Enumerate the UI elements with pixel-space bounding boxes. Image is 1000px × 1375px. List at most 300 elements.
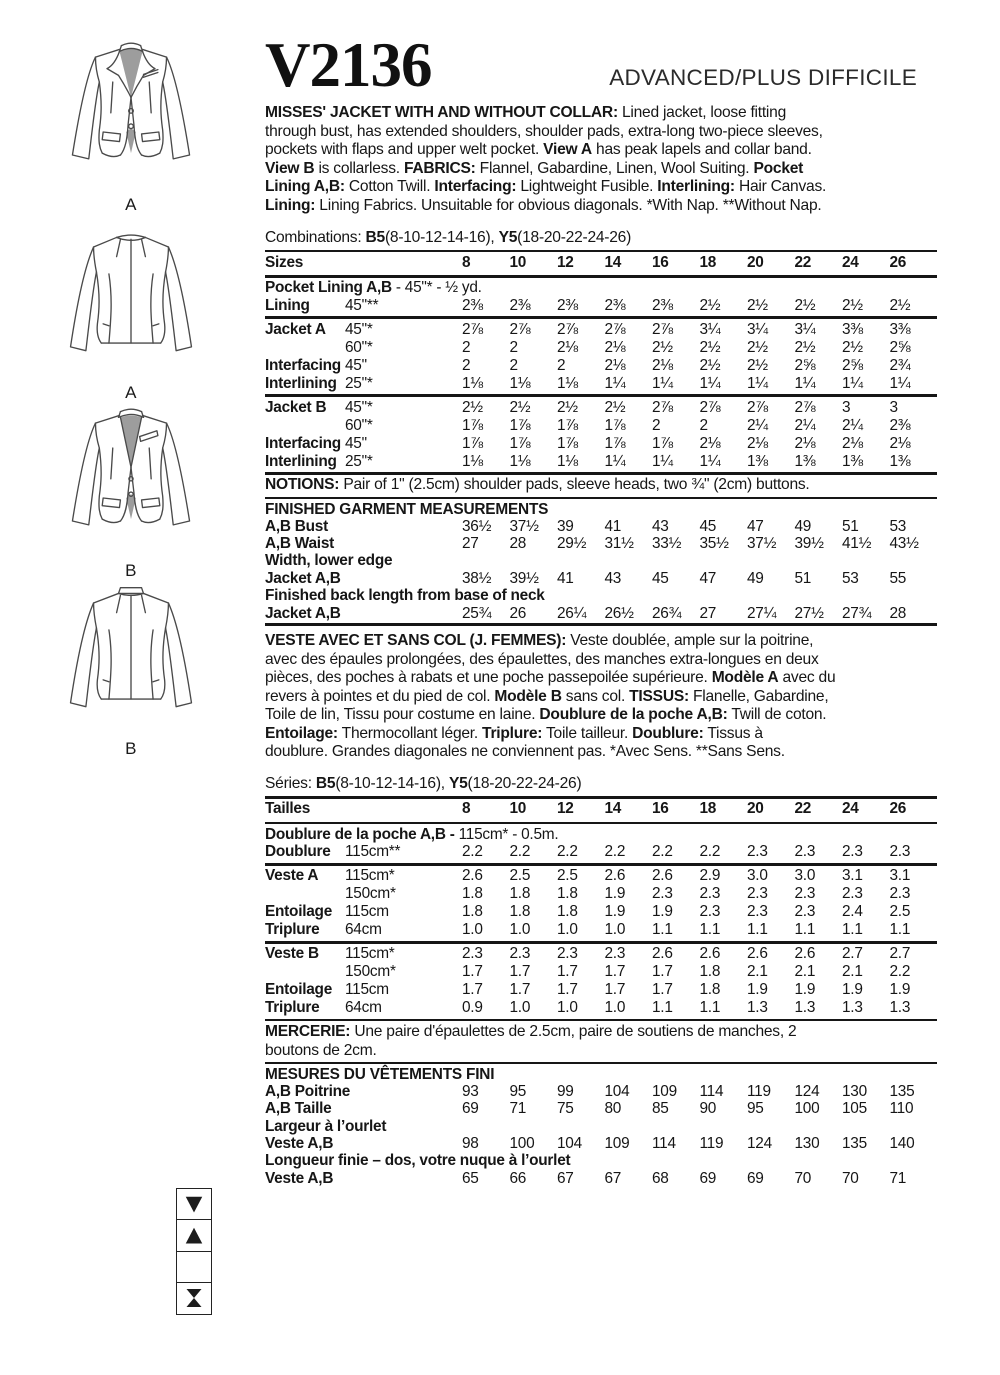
table-rule bbox=[265, 250, 937, 253]
size-header-label: Tailles bbox=[265, 800, 311, 818]
yardage-value: 1.0 bbox=[509, 999, 531, 1017]
yardage-row bbox=[265, 999, 937, 1017]
yardage-value: 2⅝ bbox=[842, 356, 863, 374]
size-header-value: 16 bbox=[652, 253, 669, 271]
yardage-value: 2.4 bbox=[842, 903, 863, 921]
yardage-value: 1.9 bbox=[604, 885, 626, 903]
yardage-value: 1¼ bbox=[699, 452, 721, 470]
paragraph-line bbox=[265, 123, 937, 142]
text-run: 115cm* - 0.5m. bbox=[454, 825, 559, 843]
description-english bbox=[265, 104, 937, 216]
size-header-value: 24 bbox=[842, 800, 859, 818]
measurement-value: 70 bbox=[842, 1169, 859, 1187]
fabric-width: 45"* bbox=[345, 320, 373, 338]
measurement-value: 124 bbox=[747, 1135, 772, 1153]
yardage-value: 3¼ bbox=[794, 320, 816, 338]
measurement-value: 124 bbox=[794, 1083, 820, 1101]
yardage-value: 2.3 bbox=[699, 885, 721, 903]
text-run: (8-10-12-14-16), bbox=[335, 775, 449, 793]
yardage-value: 1.9 bbox=[604, 903, 626, 921]
yardage-value: 2.3 bbox=[699, 903, 721, 921]
yardage-value: 1⅜ bbox=[794, 452, 816, 470]
size-header-row bbox=[265, 800, 937, 820]
yardage-value: 2.3 bbox=[557, 945, 578, 962]
yardage-value: 2.3 bbox=[747, 885, 768, 903]
yardage-value: 2.6 bbox=[652, 867, 673, 885]
size-header-value: 18 bbox=[699, 253, 717, 271]
text-run: pockets with flaps and upper welt pocket. bbox=[265, 141, 544, 159]
yardage-value: 1⅞ bbox=[462, 416, 483, 434]
measurement-value: 51 bbox=[794, 570, 812, 588]
yardage-value: 1.8 bbox=[557, 885, 578, 903]
table-paragraph bbox=[265, 1023, 937, 1060]
table-rule bbox=[265, 941, 937, 944]
paragraph-line bbox=[265, 706, 937, 725]
yardage-value: 2½ bbox=[747, 338, 768, 356]
yardage-value: 1⅜ bbox=[889, 452, 911, 470]
yardage-row bbox=[265, 435, 937, 453]
text-run: Pocket bbox=[753, 159, 804, 177]
size-header-value: 8 bbox=[462, 800, 471, 818]
measurement-value: 69 bbox=[747, 1169, 764, 1187]
yardage-value: 1.3 bbox=[794, 999, 816, 1017]
measurement-value: 33½ bbox=[652, 535, 682, 553]
yardage-row bbox=[265, 921, 937, 939]
size-header-value: 24 bbox=[842, 253, 859, 271]
measurement-row bbox=[265, 518, 937, 535]
text-run: Twill de coton. bbox=[727, 706, 827, 724]
yardage-value: 1.1 bbox=[699, 921, 721, 939]
text-run: doublure. Grandes diagonales ne conviennent pas. *Avec Sens. **Sans Sens. bbox=[265, 743, 785, 761]
yardage-value: 2.3 bbox=[794, 843, 816, 861]
text-run: Toile tailleur. bbox=[542, 724, 633, 742]
yardage-value: 2.6 bbox=[747, 945, 768, 962]
yardage-value: 2 bbox=[557, 356, 566, 374]
yardage-value: 2¼ bbox=[794, 416, 816, 434]
table-rule bbox=[265, 275, 937, 278]
measurement-value: 26½ bbox=[604, 604, 634, 622]
yardage-value: 1.1 bbox=[699, 999, 721, 1017]
figure-caption: A bbox=[125, 195, 137, 215]
jacket-a-back-illustration bbox=[59, 224, 203, 382]
table-section-heading: FINISHED GARMENT MEASUREMENTS bbox=[265, 500, 549, 518]
yardage-value: 2.7 bbox=[842, 945, 863, 962]
measurement-value: 45 bbox=[652, 570, 669, 588]
measurement-value: 80 bbox=[604, 1100, 622, 1118]
yardage-value: 1.7 bbox=[557, 981, 578, 999]
measurement-value: 95 bbox=[747, 1100, 764, 1118]
yardage-value: 1⅞ bbox=[652, 434, 673, 452]
text-run: sans col. bbox=[561, 687, 630, 705]
text-run: Lining Fabrics. Unsuitable for obvious diagonals. *With Nap. **Without Nap. bbox=[315, 196, 822, 214]
yardage-value: 2 bbox=[652, 416, 661, 434]
yardage-value: 2½ bbox=[699, 296, 721, 314]
difficulty-label: ADVANCED/PLUS DIFFICILE bbox=[609, 65, 917, 90]
yardage-value: 2⅜ bbox=[462, 296, 483, 314]
yardage-value: 2½ bbox=[604, 398, 626, 416]
yardage-value: 1.7 bbox=[462, 963, 483, 981]
fabric-width: 25"* bbox=[345, 374, 373, 392]
yardage-value: 2.5 bbox=[889, 903, 911, 921]
yardage-value: 1⅞ bbox=[462, 434, 483, 452]
yardage-value: 1⅛ bbox=[462, 452, 483, 470]
text-run: NOTIONS: bbox=[265, 476, 340, 494]
paragraph-line bbox=[265, 160, 937, 179]
yardage-value: 1.1 bbox=[842, 921, 863, 939]
text-run: Lining: bbox=[265, 196, 316, 214]
yardage-value: 2½ bbox=[652, 338, 673, 356]
row-label: Entoilage bbox=[265, 903, 333, 921]
text-run: Pair of 1" (2.5cm) shoulder pads, sleeve heads, two ¾" (2cm) buttons. bbox=[339, 476, 810, 494]
yardage-value: 2.3 bbox=[794, 903, 816, 921]
size-header-value: 16 bbox=[652, 800, 669, 818]
measurement-value: 65 bbox=[462, 1169, 479, 1187]
text-run: revers à pointes et du pied de col. bbox=[265, 687, 495, 705]
yardage-value: 2.7 bbox=[889, 945, 911, 962]
yardage-value: 2.3 bbox=[652, 885, 673, 903]
yardage-value: 2.2 bbox=[699, 843, 721, 861]
figure-caption: B bbox=[125, 739, 137, 759]
measurement-value: 93 bbox=[462, 1083, 479, 1101]
yardage-value: 2⅝ bbox=[794, 356, 816, 374]
measurement-value: 28 bbox=[509, 535, 527, 553]
paragraph-line bbox=[265, 632, 937, 651]
yardage-value: 1¼ bbox=[699, 374, 721, 392]
row-label: Veste B bbox=[265, 945, 319, 962]
yardage-value: 2.3 bbox=[842, 885, 863, 903]
measurement-value: 67 bbox=[604, 1169, 622, 1187]
yardage-value: 2.2 bbox=[462, 843, 483, 861]
measurement-value: 130 bbox=[794, 1135, 820, 1153]
text-run: Hair Canvas. bbox=[734, 178, 827, 196]
yardage-value: 2⅞ bbox=[652, 320, 673, 338]
fabric-width: 25"* bbox=[345, 452, 373, 470]
paragraph-line bbox=[265, 725, 937, 744]
yardage-value: 1.1 bbox=[652, 921, 673, 939]
yardage-value: 2⅜ bbox=[509, 296, 531, 314]
text-run: Pocket Lining A,B bbox=[265, 279, 392, 297]
description-french bbox=[265, 632, 937, 762]
yardage-value: 3.1 bbox=[889, 867, 911, 885]
table-rule bbox=[265, 863, 937, 866]
text-run: Interfacing: bbox=[434, 178, 517, 196]
size-header-value: 8 bbox=[462, 253, 471, 271]
measurement-value: 37½ bbox=[747, 535, 777, 553]
measurement-row bbox=[265, 1170, 937, 1187]
yardage-value: 2½ bbox=[842, 296, 863, 314]
text-run: has peak lapels and collar band. bbox=[591, 141, 812, 159]
yardage-value: 1.9 bbox=[842, 981, 863, 999]
yardage-row bbox=[265, 885, 937, 903]
yardage-value: 1.7 bbox=[557, 963, 578, 981]
yardage-value: 2½ bbox=[509, 398, 531, 416]
yardage-row bbox=[265, 375, 937, 393]
text-run: pièces, des poches à rabats et une poche passepoilée supérieure. bbox=[265, 669, 712, 687]
size-header-value: 12 bbox=[557, 253, 574, 271]
text-run: - 45"* - ½ yd. bbox=[391, 279, 482, 297]
measurement-value: 85 bbox=[652, 1100, 669, 1118]
yardage-value: 1.0 bbox=[462, 921, 483, 939]
measurement-value: 49 bbox=[747, 570, 764, 588]
yardage-value: 1.7 bbox=[604, 981, 626, 999]
yardage-row bbox=[265, 339, 937, 357]
yardage-value: 2.2 bbox=[604, 843, 626, 861]
row-label: Veste A,B bbox=[265, 1169, 334, 1187]
measurement-value: 104 bbox=[604, 1083, 630, 1101]
yardage-value: 2.3 bbox=[509, 945, 531, 962]
yardage-value: 2⅛ bbox=[652, 356, 673, 374]
text-run: Combinations: bbox=[265, 228, 366, 246]
yardage-value: 2⅛ bbox=[889, 434, 911, 452]
yardage-value: 1.0 bbox=[509, 921, 531, 939]
yardage-value: 2½ bbox=[557, 398, 578, 416]
measurement-row bbox=[265, 1135, 937, 1152]
yardage-value: 2.2 bbox=[509, 843, 531, 861]
measurement-value: 51 bbox=[842, 518, 859, 536]
row-label: A,B Waist bbox=[265, 535, 335, 553]
text-run: Doublure de la poche A,B: bbox=[539, 706, 728, 724]
measurement-value: 27 bbox=[699, 604, 717, 622]
yardage-value: 2⅞ bbox=[462, 320, 483, 338]
text-run: MERCERIE: bbox=[265, 1022, 351, 1040]
row-label: Interfacing bbox=[265, 434, 341, 452]
measurement-value: 39½ bbox=[794, 535, 824, 553]
table-section-heading: MESURES DU VÊTEMENTS FINI bbox=[265, 1065, 495, 1083]
measurement-value: 100 bbox=[794, 1100, 820, 1118]
yardage-value: 2⅝ bbox=[889, 338, 911, 356]
text-run: Tissus à bbox=[703, 724, 763, 742]
yardage-value: 1.8 bbox=[462, 903, 483, 921]
table-rule bbox=[265, 796, 937, 799]
paragraph-line bbox=[265, 178, 937, 197]
yardage-value: 3⅜ bbox=[842, 320, 863, 338]
yardage-value: 3 bbox=[842, 398, 851, 416]
paragraph-line bbox=[265, 197, 937, 216]
text-run: Interlining: bbox=[657, 178, 735, 196]
yardage-value: 2⅞ bbox=[509, 320, 531, 338]
measurement-value: 100 bbox=[509, 1135, 535, 1153]
measurement-value: 27 bbox=[462, 535, 479, 553]
text-run: avec des épaules prolongées, des épaulettes, des manches extra-longues en deux bbox=[265, 650, 819, 668]
yardage-value: 2⅜ bbox=[604, 296, 626, 314]
measurement-row bbox=[265, 605, 937, 622]
text-run: Flanelle, Gabardine, bbox=[688, 687, 829, 705]
table-rule bbox=[265, 822, 937, 825]
fabric-width: 45" bbox=[345, 356, 367, 374]
measurement-value: 68 bbox=[652, 1169, 669, 1187]
yardage-row bbox=[265, 297, 937, 315]
yardage-value: 1.8 bbox=[557, 903, 578, 921]
yardage-value: 1⅞ bbox=[509, 434, 531, 452]
paragraph-line bbox=[265, 1023, 937, 1042]
text-run: (18-20-22-24-26) bbox=[467, 775, 582, 793]
yardage-value: 2⅛ bbox=[747, 434, 768, 452]
text-run: FABRICS: bbox=[403, 159, 476, 177]
measurement-row bbox=[265, 535, 937, 552]
yardage-value: 2½ bbox=[462, 398, 483, 416]
yardage-value: 1.8 bbox=[509, 885, 531, 903]
yardage-value: 1⅜ bbox=[842, 452, 863, 470]
yardage-row bbox=[265, 945, 937, 963]
triangle-up-icon bbox=[176, 1219, 212, 1252]
yardage-value: 3.0 bbox=[794, 867, 816, 885]
size-header-value: 26 bbox=[889, 253, 907, 271]
measurement-value: 39½ bbox=[509, 570, 539, 588]
yardage-row bbox=[265, 963, 937, 981]
figure-caption: B bbox=[125, 561, 137, 581]
yardage-value: 3⅜ bbox=[889, 320, 911, 338]
measurement-value: 90 bbox=[699, 1100, 717, 1118]
yardage-value: 1⅛ bbox=[509, 452, 531, 470]
measurement-value: 27¾ bbox=[842, 604, 872, 622]
jacket-b-front-illustration bbox=[59, 402, 203, 560]
text-run: Triplure: bbox=[482, 724, 543, 742]
table-rule bbox=[265, 394, 937, 397]
yardage-value: 2.3 bbox=[747, 903, 768, 921]
yardage-value: 2⅜ bbox=[557, 296, 578, 314]
yardage-value: 2⅛ bbox=[604, 356, 626, 374]
yardage-value: 1.9 bbox=[889, 981, 911, 999]
size-header-value: 18 bbox=[699, 800, 717, 818]
size-header-label: Sizes bbox=[265, 253, 304, 271]
fabric-width: 64cm bbox=[345, 921, 382, 939]
measurement-value: 69 bbox=[699, 1169, 717, 1187]
measurement-value: 41½ bbox=[842, 535, 872, 553]
yardage-value: 2½ bbox=[747, 296, 768, 314]
measurement-value: 25¾ bbox=[462, 604, 492, 622]
text-run: avec du bbox=[778, 669, 836, 687]
table-rule bbox=[265, 1019, 937, 1022]
paragraph-line bbox=[265, 743, 937, 762]
size-header-value: 20 bbox=[747, 253, 764, 271]
yardage-value: 1.3 bbox=[842, 999, 863, 1017]
row-label: A,B Taille bbox=[265, 1100, 332, 1118]
text-run: Veste doublée, ample sur la poitrine, bbox=[566, 631, 814, 649]
yardage-value: 2.6 bbox=[699, 945, 721, 962]
row-label: A,B Bust bbox=[265, 518, 328, 536]
yardage-value: 2⅛ bbox=[557, 338, 578, 356]
yardage-value: 1¼ bbox=[604, 452, 626, 470]
size-header-row bbox=[265, 254, 937, 274]
measurement-value: 26¼ bbox=[557, 604, 587, 622]
text-run: Lightweight Fusible. bbox=[516, 178, 658, 196]
yardage-value: 1⅜ bbox=[747, 452, 768, 470]
text-run: Lining A,B: bbox=[265, 178, 345, 196]
yardage-value: 2.2 bbox=[557, 843, 578, 861]
measurement-value: 43½ bbox=[889, 535, 919, 553]
text-run: VESTE AVEC ET SANS COL (J. FEMMES): bbox=[265, 631, 567, 649]
yardage-value: 2⅞ bbox=[747, 398, 768, 416]
yardage-value: 1.7 bbox=[652, 963, 673, 981]
fabric-width: 45" bbox=[345, 434, 367, 452]
yardage-value: 1.8 bbox=[509, 903, 531, 921]
measurement-value: 41 bbox=[604, 518, 622, 536]
measurement-value: 119 bbox=[747, 1083, 771, 1101]
text-run: boutons de 2cm. bbox=[265, 1041, 377, 1059]
row-label: Jacket A,B bbox=[265, 570, 341, 588]
yardage-value: 1.1 bbox=[794, 921, 816, 939]
measurement-value: 47 bbox=[699, 570, 717, 588]
yardage-value: 2.3 bbox=[747, 843, 768, 861]
text-run: B5 bbox=[365, 228, 385, 246]
measurement-row bbox=[265, 1083, 937, 1100]
yardage-value: 2⅞ bbox=[604, 320, 626, 338]
yardage-value: 3¼ bbox=[699, 320, 721, 338]
yardage-value: 2⅜ bbox=[652, 296, 673, 314]
paragraph-line bbox=[265, 688, 937, 707]
row-group-label: Finished back length from base of neck bbox=[265, 587, 545, 605]
measurement-row bbox=[265, 1100, 937, 1117]
measurement-value: 41 bbox=[557, 570, 574, 588]
yardage-value: 1.0 bbox=[557, 999, 578, 1017]
row-label: Jacket B bbox=[265, 398, 327, 416]
row-label: Triplure bbox=[265, 921, 320, 939]
yardage-value: 3 bbox=[889, 398, 898, 416]
row-label: Veste A bbox=[265, 867, 319, 885]
yardage-value: 1¼ bbox=[652, 452, 673, 470]
row-label: Jacket A bbox=[265, 320, 326, 338]
text-run: Y5 bbox=[498, 228, 518, 246]
yardage-value: 3.0 bbox=[747, 867, 768, 885]
yardage-value: 1.3 bbox=[889, 999, 911, 1017]
text-run: B5 bbox=[315, 775, 336, 793]
yardage-value: 1¼ bbox=[794, 374, 816, 392]
combinations-line bbox=[265, 228, 937, 247]
yardage-row bbox=[265, 357, 937, 375]
yardage-value: 1.1 bbox=[652, 999, 673, 1017]
measurement-value: 53 bbox=[842, 570, 859, 588]
yardage-value: 1¼ bbox=[842, 374, 863, 392]
jacket-a-front-figure bbox=[56, 36, 206, 215]
yardage-value: 2.5 bbox=[557, 867, 578, 885]
yardage-value: 2 bbox=[509, 356, 518, 374]
measurement-value: 140 bbox=[889, 1135, 915, 1153]
fabric-width: 115cm bbox=[345, 981, 389, 999]
row-label: Jacket A,B bbox=[265, 604, 341, 622]
yardage-value: 2.3 bbox=[462, 945, 483, 962]
measurement-value: 49 bbox=[794, 518, 812, 536]
yardage-value: 1.8 bbox=[699, 981, 721, 999]
yardage-value: 2.3 bbox=[889, 885, 911, 903]
yardage-value: 2.1 bbox=[747, 963, 768, 981]
size-header-value: 26 bbox=[889, 800, 907, 818]
yardage-value: 2⅞ bbox=[699, 398, 721, 416]
text-run: MISSES' JACKET WITH AND WITHOUT COLLAR: bbox=[265, 104, 618, 121]
size-header-value: 14 bbox=[604, 800, 622, 818]
yardage-value: 2½ bbox=[889, 296, 911, 314]
empty-box-icon bbox=[176, 1251, 212, 1284]
yardage-value: 1.9 bbox=[747, 981, 768, 999]
yardage-value: 1.0 bbox=[604, 999, 626, 1017]
table-rule bbox=[265, 1062, 937, 1065]
yardage-row bbox=[265, 417, 937, 435]
yardage-value: 1⅞ bbox=[557, 416, 578, 434]
yardage-value: 0.9 bbox=[462, 999, 483, 1017]
yardage-value: 2.6 bbox=[462, 867, 483, 885]
size-header-value: 20 bbox=[747, 800, 764, 818]
table-rule bbox=[265, 623, 937, 626]
size-header-value: 10 bbox=[509, 253, 527, 271]
triangle-down-icon bbox=[176, 1188, 212, 1221]
measurement-value: 39 bbox=[557, 518, 574, 536]
yardage-value: 3¼ bbox=[747, 320, 768, 338]
table-paragraph bbox=[265, 476, 937, 495]
yardage-value: 1⅞ bbox=[509, 416, 531, 434]
yardage-row bbox=[265, 843, 937, 861]
text-run: Séries: bbox=[265, 775, 316, 793]
text-run: Cotton Twill. bbox=[344, 178, 435, 196]
measurement-value: 114 bbox=[699, 1083, 724, 1101]
